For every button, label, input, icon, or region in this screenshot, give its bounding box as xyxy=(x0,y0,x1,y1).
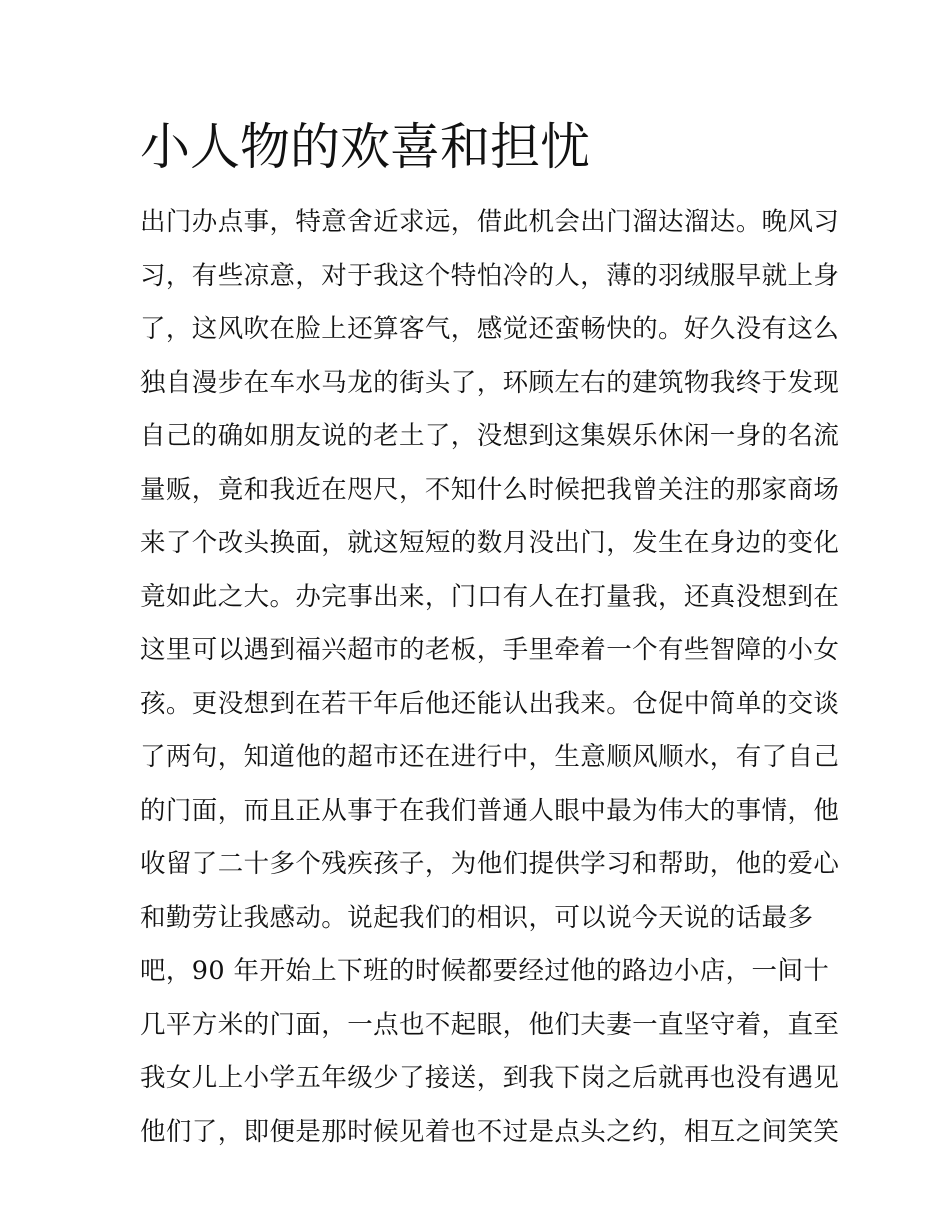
body-line: 量贩，竟和我近在咫尺，不知什么时候把我曾关注的那家商场 xyxy=(140,474,840,505)
body-line: 这里可以遇到福兴超市的老板，手里牵着一个有些智障的小女 xyxy=(140,635,840,665)
body-line: 出门办点事，特意舍近求远，借此机会出门溜达溜达。晚风习 xyxy=(140,207,840,237)
body-line: 了两句，知道他的超市还在进行中，生意顺风顺水，有了自己 xyxy=(140,742,840,772)
body-line: 收留了二十多个残疾孩子，为他们提供学习和帮助，他的爱心 xyxy=(140,849,840,879)
body-line: 孩。更没想到在若干年后他还能认出我来。仓促中简单的交谈 xyxy=(140,688,840,719)
document-body xyxy=(140,196,840,1159)
body-line: 的门面，而且正从事于在我们普通人眼中最为伟大的事情，他 xyxy=(140,795,840,826)
body-line: 他们了，即便是那时候见着也不过是点头之约，相互之间笑笑 xyxy=(140,1116,840,1147)
body-line: 几平方米的门面，一点也不起眼，他们夫妻一直坚守着，直至 xyxy=(140,1009,840,1040)
body-line: 我女儿上小学五年级少了接送，到我下岗之后就再也没有遇见 xyxy=(140,1063,840,1093)
document-title: 小人物的欢喜和担忧 xyxy=(140,118,590,176)
body-line: 和勤劳让我感动。说起我们的相识，可以说今天说的话最多 xyxy=(140,902,814,933)
body-line: 习，有些凉意，对于我这个特怕冷的人，薄的羽绒服早就上身 xyxy=(140,260,840,291)
body-line: 了，这风吹在脸上还算客气，感觉还蛮畅快的。好久没有这么 xyxy=(140,314,840,344)
body-line: 独自漫步在车水马龙的街头了，环顾左右的建筑物我终于发现 xyxy=(140,367,840,398)
body-line: 吧，90 年开始上下班的时候都要经过他的路边小店，一间十 xyxy=(140,956,830,986)
body-line: 自己的确如朋友说的老土了，没想到这集娱乐休闲一身的名流 xyxy=(140,421,840,451)
body-line: 竟如此之大。办完事出来，门口有人在打量我，还真没想到在 xyxy=(140,581,840,612)
body-line: 来了个改头换面，就这短短的数月没出门，发生在身边的变化 xyxy=(140,528,840,558)
